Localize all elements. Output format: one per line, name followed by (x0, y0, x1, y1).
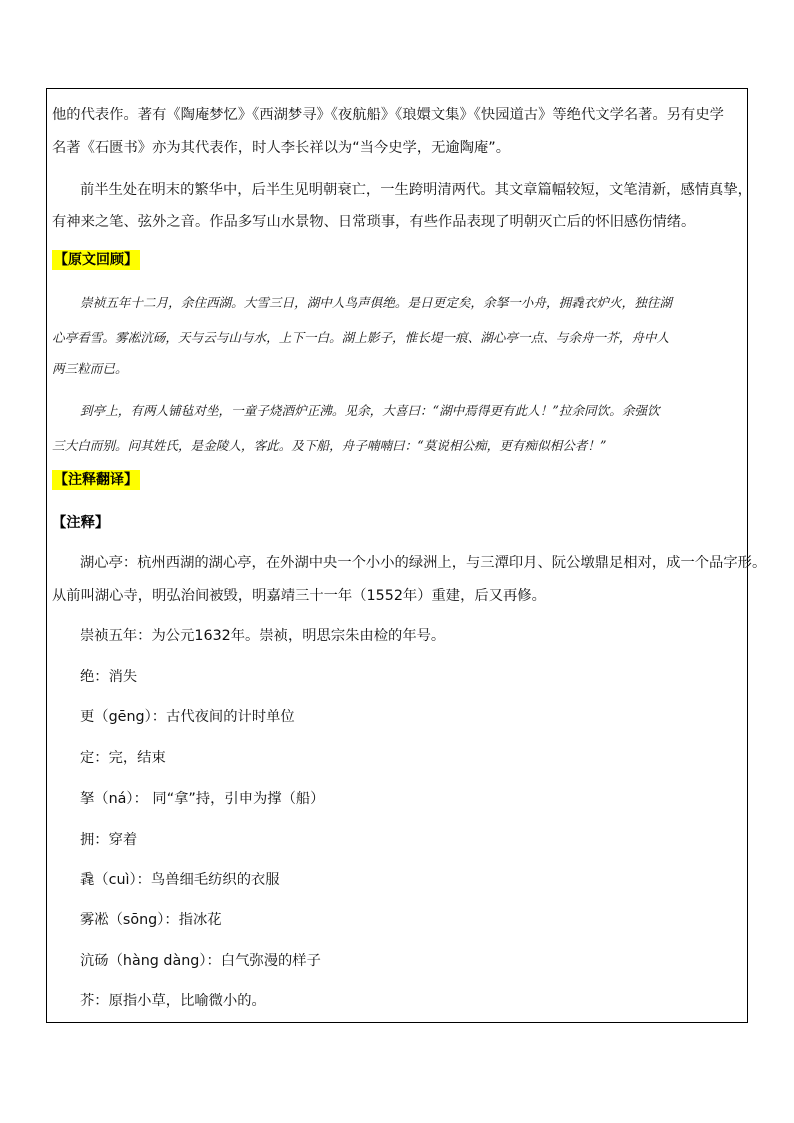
original-line: 三大白而别。问其姓氏，是金陵人，客此。及下船，舟子喃喃曰：“莫说相公痴，更有痴似相公者！” (52, 438, 607, 453)
note-item: 崇祯五年：为公元1632年。崇祯，明思宗朱由检的年号。 (80, 628, 446, 644)
intro-line: 他的代表作。著有《陶庵梦忆》《西湖梦寻》《夜航船》《琅嬛文集》《快园道古》等绝代文学名著。另有史学 (52, 107, 724, 123)
note-item: 毳（cuì）：鸟兽细毛纺织的衣服 (80, 872, 280, 888)
note-item: 绝：消失 (80, 669, 138, 685)
note-item: 芥：原指小草，比喻微小的。 (80, 993, 266, 1009)
note-item: 拥：穿着 (80, 832, 138, 848)
note-item: 定：完，结束 (80, 750, 166, 766)
section-tag-notes: 【注释翻译】 (54, 472, 138, 488)
original-line: 到亭上，有两人铺毡对坐，一童子烧酒炉正沸。见余，大喜曰：“湖中焉得更有此人！”拉余同饮。余强饮 (80, 403, 660, 418)
original-line: 两三粒而已。 (52, 361, 128, 376)
original-line: 崇祯五年十二月，余住西湖。大雪三日，湖中人鸟声俱绝。是日更定矣，余拏一小舟，拥毳衣炉火，独往湖 (80, 295, 672, 310)
note-item: 从前叫湖心寺，明弘治间被毁，明嘉靖三十一年（1552年）重建，后又再修。 (52, 588, 546, 604)
intro-line: 有神来之笔、弦外之音。作品多写山水景物、日常琐事，有些作品表现了明朝灭亡后的怀旧感伤情绪。 (52, 214, 696, 230)
section-tag-original: 【原文回顾】 (54, 252, 138, 268)
note-item: 拏（ná）： 同“拿”持，引申为撑（船） (80, 791, 325, 807)
note-item: 湖心亭：杭州西湖的湖心亭，在外湖中央一个小小的绿洲上，与三潭印月、阮公墩鼎足相对，成一个品字形。 (80, 555, 767, 571)
intro-line: 名著《石匮书》亦为其代表作，时人李长祥以为“当今史学，无逾陶庵”。 (52, 140, 511, 156)
note-item: 雾凇（sōng）：指冰花 (80, 912, 222, 928)
original-line: 心亭看雪。雾凇沆砀，天与云与山与水，上下一白。湖上影子，惟长堤一痕、湖心亭一点、与余舟一芥，舟中人 (52, 330, 670, 345)
notes-heading: 【注释】 (52, 515, 110, 531)
note-item: 沆砀（hàng dàng）：白气弥漫的样子 (80, 953, 321, 969)
note-item: 更（gēng）：古代夜间的计时单位 (80, 709, 295, 725)
intro-line: 前半生处在明末的繁华中，后半生见明朝衰亡，一生跨明清两代。其文章篇幅较短，文笔清新，感情真挚， (80, 182, 752, 198)
